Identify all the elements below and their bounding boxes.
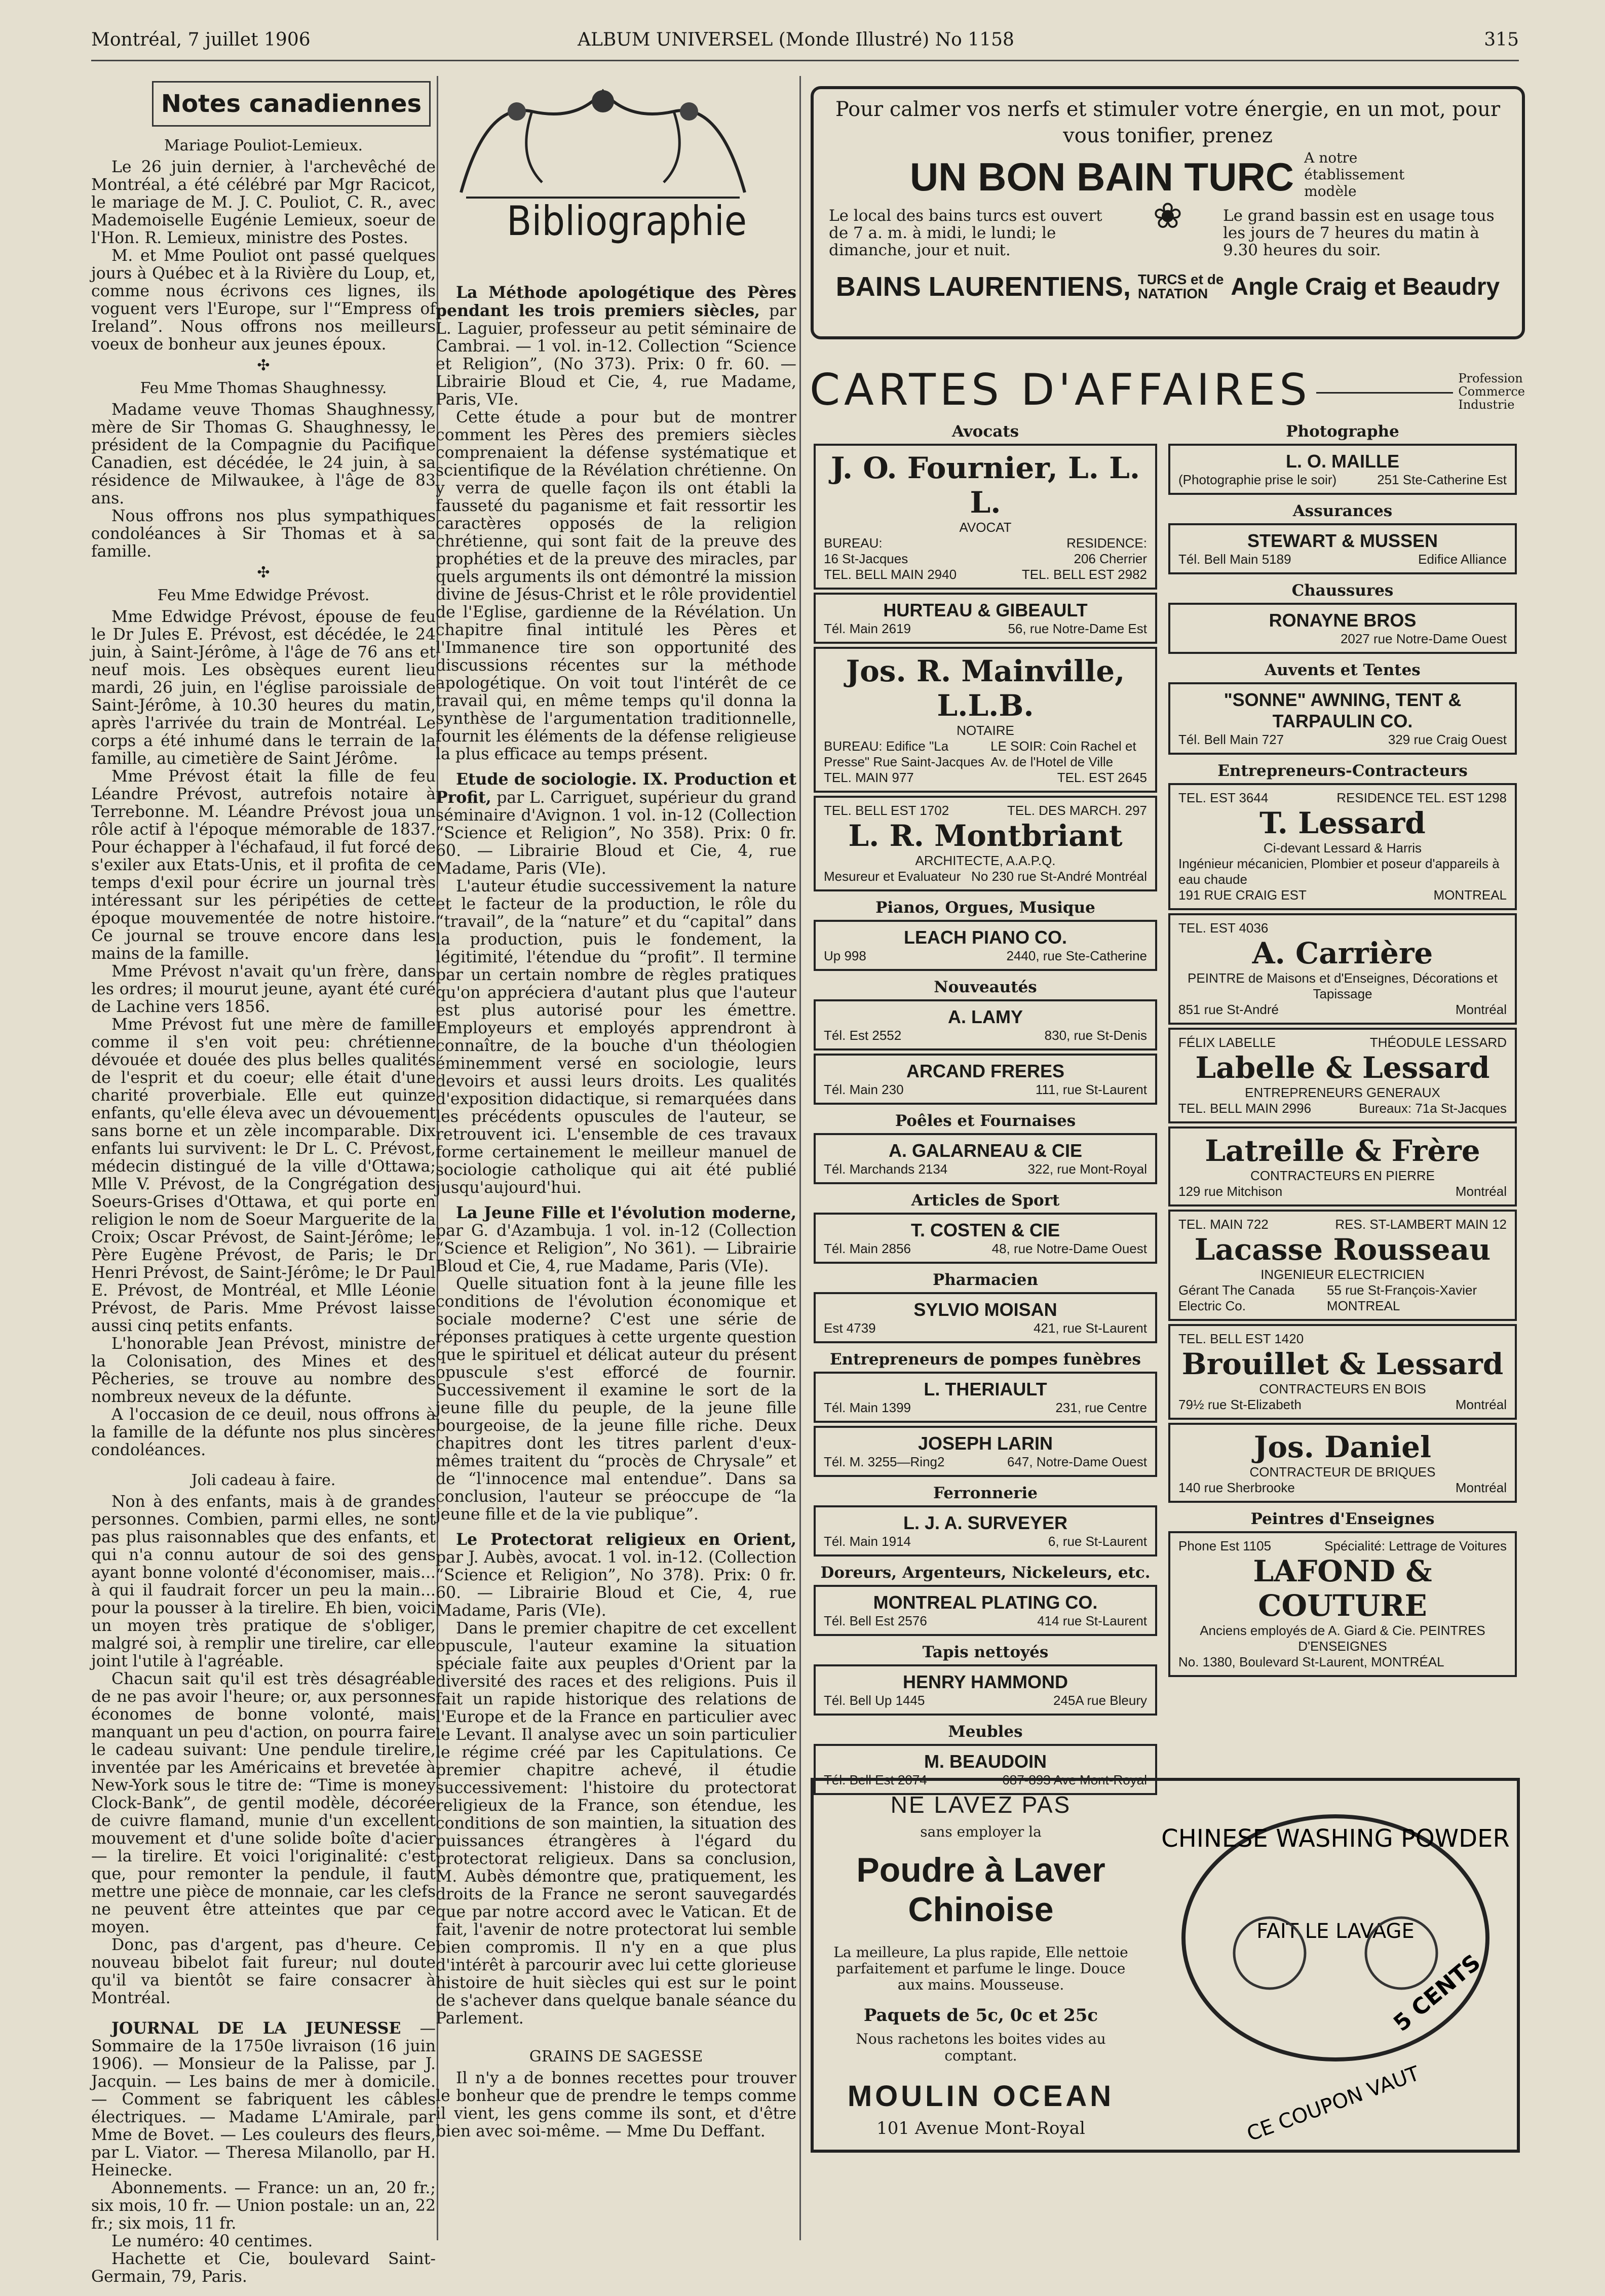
card-name: A. LAMY [948, 1006, 1023, 1027]
card-top-right: TEL. DES MARCH. 297 [1007, 803, 1147, 818]
card-top-left: FÉLIX LABELLE [1178, 1035, 1276, 1050]
business-card [1168, 783, 1517, 910]
business-card [814, 1372, 1157, 1423]
card-line-right: MONTREAL [1433, 887, 1507, 903]
paragraph [436, 1204, 796, 1275]
card-name: T. COSTEN & CIE [910, 1220, 1060, 1240]
card-top-left: TEL. EST 4036 [1178, 920, 1269, 936]
category-heading: Meubles [948, 1723, 1023, 1741]
book-info: par G. d'Azambuja. 1 vol. in-12 (Collection “Science et Religion”, No 361). — Librairie Bloud et Cie, 4, rue Madame, Paris (VIe). [436, 1222, 796, 1275]
card-line [1178, 887, 1507, 903]
card-name: SYLVIO MOISAN [913, 1299, 1057, 1320]
paragraph: L'honorable Jean Prévost, ministre de la Colonisation, des Mines et des Pêcheries, se trouve au nombre des nombreux neveux de la défunte. [91, 1335, 436, 1406]
card-top-line [1178, 1331, 1507, 1347]
card-line-right: RESIDENCE: [1066, 535, 1147, 551]
poudre-ad-wrap [806, 1778, 1525, 2163]
card-line-right: 251 Ste-Catherine Est [1377, 472, 1507, 487]
card-subtitle: CONTRACTEUR DE BRIQUES [1249, 1464, 1436, 1480]
card-name: Labelle & Lessard [1195, 1050, 1490, 1085]
section-title: Feu Mme Thomas Shaughnessy. [140, 379, 387, 397]
card-line-right: LE SOIR: Coin Rachel et Av. de l'Hotel de Ville [990, 738, 1136, 769]
card-line [824, 567, 1147, 582]
business-card [814, 647, 1157, 793]
card-line-right: 231, rue Centre [1055, 1400, 1147, 1415]
business-cards [806, 415, 1525, 1787]
column-rule [799, 76, 801, 2240]
business-cards-right [1165, 415, 1520, 1680]
category-heading: Tapis nettoyés [922, 1643, 1049, 1661]
card-top-line [824, 803, 1147, 819]
bath-ad-name-small [1138, 273, 1224, 301]
card-line-right: 421, rue St-Laurent [1033, 1320, 1147, 1336]
card-line-left: Tél. Bell Main 5189 [1178, 552, 1291, 567]
paragraph: Non à des enfants, mais à de grandes personnes. Combien, parmi elles, ne sont pas plus raisonnables que des enfants, et qui n'a connu autour de soi des gens ayant bonne volonté d'économiser, mais... à qui il faudrait forcer un peu la main... pour la pousser à la tirelire. Eh bien, voici un moyen très pratique de s'obliger, malgré soi, à remplir une tirelire, car elle joint l'utile à l'agréable. [91, 1493, 436, 1670]
card-line [824, 551, 1147, 567]
business-card [1168, 913, 1517, 1025]
card-line-left: TEL. MAIN 977 [824, 770, 914, 785]
card-line-left: BUREAU: Edifice "La Presse" Rue Saint-Jacques [824, 738, 985, 769]
card-line-left: 140 rue Sherbrooke [1178, 1480, 1295, 1495]
card-line [824, 948, 1147, 964]
bath-ad-headline: UN BON BAIN TURC [909, 154, 1294, 199]
card-name: J. O. Fournier, L. L. L. [830, 451, 1140, 520]
paragraph: Nous offrons nos plus sympathiques condoléances à Sir Thomas et à sa famille. [91, 507, 436, 561]
card-top-line [1178, 920, 1507, 936]
flower-icon: ❀ [1153, 195, 1183, 237]
card-name: L. O. MAILLE [1286, 451, 1399, 472]
poudre-ad-text [824, 1791, 1138, 2138]
paragraph: Abonnements. — France: un an, 20 fr.; six mois, 10 fr. — Union postale: un an, 22 fr.; six mois, 11 fr. [91, 2179, 436, 2233]
category-heading: Peintres d'Enseignes [1250, 1510, 1435, 1528]
card-top-right: Spécialité: Lettrage de Voitures [1324, 1538, 1507, 1553]
book-title: Le Protectorat religieux en Orient, [456, 1530, 796, 1549]
header-date: Montréal, 7 juillet 1906 [91, 29, 311, 50]
card-top-line [1178, 790, 1507, 806]
card-line [824, 738, 1147, 770]
card-line [1178, 1282, 1507, 1314]
card-line-left: Mesureur et Evaluateur [824, 869, 961, 884]
category-heading: Entrepreneurs de pompes funèbres [830, 1350, 1141, 1369]
business-cards-left [811, 415, 1160, 1798]
business-card [814, 1292, 1157, 1343]
poudre-line: MOULIN OCEAN [847, 2080, 1115, 2113]
card-line-right: 2027 rue Notre-Dame Ouest [1340, 631, 1507, 646]
poudre-line: 101 Avenue Mont-Royal [876, 2118, 1085, 2138]
card-line [1178, 552, 1507, 567]
business-card [814, 920, 1157, 971]
business-card [1168, 1028, 1517, 1123]
card-line [824, 621, 1147, 637]
paragraph [436, 1531, 796, 1620]
poudre-line: Paquets de 5c, 0c et 25c [863, 2005, 1098, 2026]
header-publication: ALBUM UNIVERSEL (Monde Illustré) No 1158 [578, 29, 1014, 50]
card-subtitle: INGENIEUR ELECTRICIEN [1260, 1267, 1425, 1282]
card-subtitle: CONTRACTEURS EN PIERRE [1250, 1168, 1435, 1183]
paragraph: Mme Prévost était la fille de feu Léandre Prévost, autrefois notaire à Terrebonne. M. Léandre Prévost joua un rôle actif à l'époque mémorable de 1837. Pour échapper à l'échafaud, il fut forcé de s'exiler aux Etats-Unis, et il profita de ce temps d'exil pour écrire un journal très intéressant sur les péripéties de cette époque mouvementée de notre histoire. Ce journal se trouve encore dans les mains de la famille. [91, 767, 436, 963]
business-card [814, 1585, 1157, 1636]
journal-summary: — Sommaire de la 1750e livraison (16 juin 1906). — Monsieur de la Palisse, par J. Jacquin. — Les bains de mer à domicile. — Comment se fabriquent les câbles électriques. — Madame L'Amirale, par Mme de Bovet. — Les couleurs des fleurs, par L. Viator. — Theresa Milanollo, par H. Heinecke. [91, 2019, 436, 2180]
card-line-left: Tél. Main 2619 [824, 621, 911, 636]
card-name: L. J. A. SURVEYER [903, 1512, 1068, 1533]
bath-ad-right: Le grand bassin est en usage tous les jours de 7 heures du matin à 9.30 heures du soir. [1223, 207, 1495, 259]
poudre-line: Nous rachetons les boites vides au comptant. [856, 2031, 1106, 2064]
divider [1316, 392, 1454, 394]
business-card [814, 444, 1157, 590]
card-top-left: TEL. MAIN 722 [1178, 1217, 1269, 1232]
card-line-left: Tél. Bell Main 727 [1178, 732, 1284, 747]
card-line-left: BUREAU: [824, 535, 883, 551]
pkg-coupon-text: 5 CENTS [1389, 1949, 1486, 2037]
cartes-subtitle [1458, 372, 1525, 411]
business-card [1168, 1126, 1517, 1207]
ornament-icon: ✣ [257, 357, 270, 374]
paragraph: Le 26 juin dernier, à l'archevêché de Montréal, a été célébré par Mgr Racicot, le mariage de M. J. C. Pouliot, C. R., avec Mademoiselle Eugénie Lemieux, soeur de l'Hon. R. Lemieux, ministre des Postes. [91, 158, 436, 247]
bath-ad-side: A notre établissement modèle [1304, 149, 1405, 200]
business-card [814, 1133, 1157, 1184]
card-line-left: No. 1380, Boulevard St-Laurent, MONTRÉAL [1178, 1654, 1444, 1669]
card-top-right: RESIDENCE TEL. EST 1298 [1336, 790, 1507, 805]
cartes-title: CARTES D'AFFAIRES [810, 365, 1311, 415]
card-line-right: TEL. BELL EST 2982 [1021, 567, 1147, 582]
category-heading: Poêles et Fournaises [895, 1112, 1076, 1130]
card-top-left: TEL. BELL EST 1702 [824, 803, 949, 818]
card-line-right: 206 Cherrier [1074, 551, 1147, 566]
card-name: LAFOND & COUTURE [1253, 1554, 1432, 1623]
card-line-right: Bureaux: 71a St-Jacques [1359, 1101, 1507, 1116]
section-title: Mariage Pouliot-Lemieux. [164, 137, 363, 154]
business-card [1168, 444, 1517, 495]
business-card [814, 999, 1157, 1050]
poudre-line: Poudre à Laver [856, 1851, 1105, 1889]
card-line [824, 1028, 1147, 1043]
category-heading: Assurances [1292, 502, 1393, 520]
paragraph: Mme Edwidge Prévost, épouse de feu le Dr Jules E. Prévost, est décédée, le 24 juin, à Saint-Jérôme, à l'âge de 76 ans et neuf mois. Les obsèques eurent lieu mardi, 26 juin, en l'église paroissiale de Saint-Jérôme, à 10.30 heures du matin, après l'arrivée du train de Montréal. Le corps a été inhumé dans le terrain de la famille, au cimetière de Saint Jérôme. [91, 608, 436, 768]
card-line-left: Tél. Est 2552 [824, 1028, 902, 1043]
card-name: Jos. Daniel [1253, 1430, 1432, 1464]
paragraph: Donc, pas d'argent, pas d'heure. Ce nouveau bibelot fait fureur; nul doute qu'il va bientôt se faire consacrer à Montréal. [91, 1936, 436, 2007]
business-card [814, 1505, 1157, 1556]
page-header [91, 29, 1519, 61]
card-top-left: TEL. BELL EST 1420 [1178, 1331, 1304, 1346]
card-name: Latreille & Frère [1205, 1134, 1480, 1168]
paragraph: Mme Prévost fut une mère de famille comme il s'en voit peu: chrétienne dévouée et douée des plus belles qualités de l'esprit et du coeur; elle était d'une charité proverbiale. Elle eut quinze enfants, qu'elle éleva avec un dévouement sans borne et un zèle incomparable. Dix enfants lui survivent: le Dr L. C. Prévost, médecin distingué de la ville d'Ottawa; Mlle V. Prévost, de la Congrégation des Soeurs-Grises d'Ottawa, et qui porte en religion le nom de Soeur Marguerite de la Croix; Oscar Prévost, de Saint-Jérôme; le Père Eugène Prévost, de Paris; le Dr Henri Prévost, de Saint-Jérôme; le Dr Paul E. Prévost, de Montréal, et Mlle Léonie Prévost, de Paris. Mme Prévost laisse aussi cinq petits enfants. [91, 1016, 436, 1335]
paragraph: Hachette et Cie, boulevard Saint-Germain, 79, Paris. [91, 2250, 436, 2286]
bibliography-header [436, 71, 796, 284]
business-card [1168, 682, 1517, 755]
card-top-left: TEL. EST 3644 [1178, 790, 1269, 805]
card-line-right: TEL. EST 2645 [1057, 770, 1147, 785]
card-name: "SONNE" AWNING, TENT & TARPAULIN CO. [1224, 689, 1462, 731]
book-title: La Jeune Fille et l'évolution moderne, [456, 1203, 796, 1222]
book-info: par L. Carriguet, supérieur du grand séminaire d'Avignon. 1 vol. in-12 (Collection “Science et Religion”, No 358). Prix: 0 fr. 60. — Librairie Bloud et Cie, 4, rue Madame, Paris (VIe). [436, 789, 797, 878]
card-line-right: Montréal [1455, 1480, 1507, 1495]
paragraph: Il n'y a de bonnes recettes pour trouver le bonheur que de prendre le temps comme il vient, les gens comme ils sont, et d'être bien avec soi-même. — Mme Du Deffant. [436, 2069, 796, 2141]
card-subtitle: CONTRACTEURS EN BOIS [1259, 1381, 1426, 1396]
notes-title-box [152, 81, 431, 127]
section-title: Joli cadeau à faire. [191, 1471, 336, 1489]
business-card [1168, 1324, 1517, 1420]
category-heading: Nouveautés [934, 978, 1037, 996]
category-heading: Entrepreneurs-Contracteurs [1217, 762, 1468, 780]
card-name: Brouillet & Lessard [1181, 1347, 1504, 1381]
business-card [1168, 1423, 1517, 1503]
card-line-left: TEL. BELL MAIN 2996 [1178, 1101, 1312, 1116]
bath-ad-details [829, 195, 1507, 259]
business-card [814, 1213, 1157, 1264]
category-heading: Auvents et Tentes [1265, 661, 1421, 679]
paragraph: Cette étude a pour but de montrer comment les Pères des premiers siècles comprenaient la défense systématique et scientifique de la Révélation chrétienne. On y verra de quelle façon ils ont établi la fausseté du paganisme et fait ressortir les caractères opposés de la religion chrétienne, qui sont fait de la preuve des prophéties et de la preuve des miracles, par quels arguments ils ont démontré la mission divine de Jésus-Christ et le rôle providentiel de l'Eglise, gardienne de la Révélation. Un chapitre final intitulé les Pères et l'Immanence tire son opportunité des discussions récentes sur la méthode apologétique. On voit tout l'intérêt de ce travail qui, en même temps qu'il donna la synthèse de l'argumentation traditionnelle, fournit les éléments de la défense religieuse la plus efficace au temps présent. [436, 408, 796, 763]
card-line-right: 6, rue St-Laurent [1048, 1534, 1147, 1549]
card-name: M. BEAUDOIN [924, 1751, 1047, 1772]
card-line-right: 111, rue St-Laurent [1035, 1082, 1147, 1097]
card-line-left: Up 998 [824, 948, 866, 963]
card-line [1178, 732, 1507, 748]
card-line-right: No 230 rue St-André Montréal [971, 869, 1147, 884]
card-line-left: Est 4739 [824, 1320, 876, 1336]
card-line-left: 191 RUE CRAIG EST [1178, 887, 1307, 903]
card-line [1178, 1184, 1507, 1199]
washing-powder-ad [811, 1778, 1520, 2153]
card-name: T. Lessard [1259, 806, 1426, 840]
paragraph: Madame veuve Thomas Shaughnessy, mère de Sir Thomas G. Shaughnessy, le président de la Compagnie du Pacifique Canadien, est décédée, le 24 juin, à sa résidence de Milwaukee, à l'âge de 83 ans. [91, 401, 436, 508]
turkish-bath-ad [811, 86, 1525, 339]
card-line [1178, 631, 1507, 647]
card-top-left: Phone Est 1105 [1178, 1538, 1272, 1553]
card-line [1178, 856, 1507, 887]
category-heading: Ferronnerie [933, 1484, 1038, 1502]
book-title: La Méthode apologétique des Pères pendant les trois premiers siècles, [436, 283, 796, 320]
card-line-left: 79½ rue St-Elizabeth [1178, 1397, 1302, 1412]
card-line [824, 1320, 1147, 1336]
card-line [824, 1613, 1147, 1629]
business-card [814, 796, 1157, 891]
card-line-right: 414 rue St-Laurent [1037, 1613, 1147, 1628]
poudre-line: sans employer la [920, 1823, 1042, 1840]
notes-column [91, 71, 436, 2286]
paragraph [436, 770, 796, 878]
paragraph: Chacun sait qu'il est très désagréable de ne pas avoir l'heure; or, aux personnes économes de bonne volonté, mais manquant un peu d'action, on pourra faire le cadeau suivant: Une pendule tirelire, inventée par les Américains et brevetée à New-York sous le titre de: “Time is money Clock-Bank”, de gentil modèle, décorée de cuivre flamand, munie d'un excellent mouvement et d'une solide boîte d'acier — la tirelire. Et voici l'originalité: c'est que, pour remonter la pendule, il faut mettre une pièce de monnaie, car les clefs ne peuvent être atteintes que par ce moyen. [91, 1670, 436, 1936]
paragraph: L'auteur étudie successivement la nature et le facteur de la production, le rôle du “travail”, de la “nature” et du “capital” dans la production, puis le fondement, la légitimité, l'étendue du “profit”. Il termine par un certain nombre de règles pratiques qu'on appréciera d'autant plus que l'auteur est plus autorisé pour les émettre. Employeurs et employés apprendront à connaître, de la bouche d'un théologien éminemment versé en sociologie, leurs devoirs et aussi leurs droits. Les qualités d'exposition didactique, si remarquées dans les précédents opuscules de l'auteur, se retrouvent ici. L'ensemble de ces travaux forme certainement le meilleur manuel de sociologie catholique qui ait été publié jusqu'aujourd'hui. [436, 877, 796, 1197]
bibliography-body [436, 284, 796, 2141]
ornament-icon: ✣ [257, 564, 270, 581]
card-line [824, 1400, 1147, 1416]
paragraph: Dans le premier chapitre de cet excellent opuscule, l'auteur examine la situation spéciale faite aux peuples d'Orient par la diversité des races et des religions. Puis il fait un rapide historique des relations de l'Europe et de la France en particulier avec le Levant. Il analyse avec un soin particulier le régime créé par les Capitulations. Ce premier chapitre achevé, il étudie successivement: l'histoire du protectorat religieux de la France, son étendue, les conditions de son maintien, la situation des puissances étrangères à l'égard du protectorat religieux. Dans sa conclusion, M. Aubès démontre que, pratiquement, les droits de la France ne seront sauvegardés que par notre accord avec le Vatican. Et de fait, l'avenir de notre protectorat lui semble bien compromis. Il n'y en a que plus d'intérêt à parcourir avec lui cette glorieuse histoire de huit siècles qui est sur le point de s'achever dans quelque banale séance du Parlement. [436, 1619, 796, 2028]
poudre-line: Chinoise [908, 1890, 1054, 1929]
card-name: A. GALARNEAU & CIE [888, 1140, 1082, 1161]
card-line-left: Ingénieur mécanicien, Plombier et poseur d'appareils à eau chaude [1178, 856, 1500, 887]
card-line-left: Tél. Bell Est 2576 [824, 1613, 927, 1628]
card-name: L. THERIAULT [924, 1379, 1047, 1399]
business-card [1168, 523, 1517, 574]
card-subtitle: ENTREPRENEURS GENERAUX [1245, 1085, 1440, 1100]
card-line [824, 1161, 1147, 1177]
business-card [814, 1054, 1157, 1105]
category-heading: Articles de Sport [911, 1191, 1060, 1210]
card-line-right: Edifice Alliance [1418, 552, 1507, 567]
card-line-left: Tél. Bell Est 2074 [824, 1772, 927, 1787]
card-line-left: Tél. Main 230 [824, 1082, 904, 1097]
card-line-left: Tél. Main 1914 [824, 1534, 911, 1549]
bath-ad-name: BAINS LAURENTIENS, [835, 271, 1131, 302]
card-line-left: Tél. Bell Up 1445 [824, 1693, 925, 1708]
category-heading: Chaussures [1291, 581, 1394, 600]
cartes-subtitle-line: Commerce [1458, 384, 1525, 399]
cartes-subtitle-line: Profession [1458, 371, 1523, 385]
journal-title: JOURNAL DE LA JEUNESSE [111, 2019, 401, 2038]
chinese-washing-powder-package-icon [1158, 1786, 1513, 2151]
notes-body [91, 137, 436, 2286]
notes-title: Notes canadiennes [161, 90, 422, 118]
card-top-line [1178, 1538, 1507, 1554]
card-top-right: THÉODULE LESSARD [1369, 1035, 1507, 1050]
business-card [1168, 603, 1517, 654]
card-subtitle: AVOCAT [959, 520, 1012, 535]
bath-ad-address: Angle Craig et Beaudry [1231, 273, 1500, 300]
card-line-right: 329 rue Craig Ouest [1388, 732, 1507, 747]
card-name: L. R. Montbriant [848, 819, 1123, 853]
card-name: HURTEAU & GIBEAULT [883, 600, 1088, 620]
paragraph: Le numéro: 40 centimes. [111, 2232, 313, 2250]
card-line [824, 1454, 1147, 1470]
card-line-right: 48, rue Notre-Dame Ouest [991, 1241, 1147, 1256]
card-line-left: 16 St-Jacques [824, 551, 908, 566]
card-line [1178, 1002, 1507, 1018]
category-heading: Pharmacien [932, 1271, 1039, 1289]
pkg-top-text: CHINESE WASHING POWDER [1161, 1824, 1510, 1853]
pkg-bottom-text: CE COUPON VAUT [1244, 2061, 1423, 2146]
card-line-right: 245A rue Bleury [1053, 1693, 1147, 1708]
business-card [814, 1664, 1157, 1716]
bath-ad-headline-row [829, 149, 1507, 200]
card-line-left: 129 rue Mitchison [1178, 1184, 1283, 1199]
card-line-right: 647, Notre-Dame Ouest [1007, 1454, 1147, 1469]
section-title: GRAINS DE SAGESSE [529, 2048, 703, 2066]
card-line-left: Tél. M. 3255—Ring2 [824, 1454, 945, 1469]
cartes-header [806, 339, 1525, 415]
card-line-left: (Photographie prise le soir) [1178, 472, 1337, 487]
card-name: Jos. R. Mainville, L.L.B. [846, 654, 1125, 723]
business-card [1168, 1210, 1517, 1321]
card-line [1178, 1397, 1507, 1413]
floral-ornament-icon [456, 81, 750, 208]
card-line-right: Montréal [1455, 1184, 1507, 1199]
category-heading: Photographe [1286, 422, 1399, 441]
bath-ad-name-small-top: TURCS et de [1137, 271, 1224, 287]
book-info: par L. Laguier, professeur au petit séminaire de Cambrai. — 1 vol. in-12. Collection “Science et Religion”, (No 373). Prix: 0 fr. 60. — Librairie Bloud et Cie, 4, rue Madame, Paris, VIe. [436, 302, 796, 409]
card-line-left: Gérant The Canada Electric Co. [1178, 1282, 1295, 1313]
card-line-right: 56, rue Notre-Dame Est [1008, 621, 1147, 636]
business-card [814, 1426, 1157, 1477]
poudre-line: NE LAVEZ PAS [890, 1792, 1072, 1818]
card-line-left: TEL. BELL MAIN 2940 [824, 567, 957, 582]
card-name: MONTREAL PLATING CO. [873, 1592, 1098, 1613]
card-subtitle: ARCHITECTE, A.A.P.Q. [915, 853, 1056, 868]
card-line-left: Tél. Main 1399 [824, 1400, 911, 1415]
card-name: ARCAND FRERES [906, 1061, 1064, 1081]
card-line [824, 1082, 1147, 1098]
card-line [824, 1241, 1147, 1257]
card-top-right: RES. ST-LAMBERT MAIN 12 [1335, 1217, 1507, 1232]
book-title: Etude de sociologie. IX. Production et Profit, [436, 770, 796, 807]
bibliography-column [436, 71, 796, 2141]
card-line-left: Tél. Main 2856 [824, 1241, 911, 1256]
section-title: Feu Mme Edwidge Prévost. [157, 587, 370, 604]
cartes-subtitle-line: Industrie [1458, 398, 1515, 412]
category-heading: Pianos, Orgues, Musique [875, 899, 1095, 917]
card-line [1178, 1480, 1507, 1496]
bibliography-title: Bibliographie [507, 198, 747, 245]
paragraph: M. et Mme Pouliot ont passé quelques jours à Québec et à la Rivière du Loup, et, comme nous écrivons ces lignes, ils voguent vers l'Europe, sur l'“Empress of Ireland”. Nous offrons nos meilleurs voeux de bonheur aux jeunes époux. [91, 247, 436, 354]
card-name: LEACH PIANO CO. [903, 927, 1067, 948]
card-subtitle: PEINTRE de Maisons et d'Enseignes, Décorations et Tapissage [1188, 970, 1498, 1001]
paragraph: Quelle situation font à la jeune fille les conditions de l'évolution économique et sociale moderne? C'est une série de réponses pratiques à cette urgente question que le spirituel et délicat auteur du présent opuscule s'est efforcé de fournir. Successivement il examine le sort de la jeune fille du peuple, de la jeune fille bourgeoise, de la jeune fille riche. Deux chapitres dont les titres parlent d'eux-mêmes traitent du “procès de Chrysale” et de “l'innocence mal entendue”. Dans sa conclusion, l'auteur se préoccupe de “la jeune fille et de la vie publique”. [436, 1275, 796, 1524]
card-line [1178, 1101, 1507, 1116]
bath-ad-name-row [829, 271, 1507, 302]
card-line [824, 1534, 1147, 1549]
card-line-right: 830, rue St-Denis [1044, 1028, 1147, 1043]
category-heading: Avocats [951, 422, 1019, 441]
card-name: A. Carrière [1252, 936, 1433, 970]
bath-ad-name-small-bottom: NATATION [1137, 286, 1208, 301]
poudre-line: La meilleure, La plus rapide, Elle nettoie parfaitement et parfume le linge. Douce aux mains. Mousseuse. [833, 1944, 1128, 1993]
card-line [824, 869, 1147, 884]
card-line-right: Montréal [1455, 1397, 1507, 1412]
business-card [1168, 1531, 1517, 1677]
card-name: JOSEPH LARIN [918, 1433, 1053, 1454]
category-heading: Doreurs, Argenteurs, Nickeleurs, etc. [820, 1564, 1151, 1582]
paragraph: A l'occasion de ce deuil, nous offrons à la famille de la défunte nos plus sincères condoléances. [91, 1406, 436, 1459]
card-line [824, 1693, 1147, 1708]
book-info: par J. Aubès, avocat. 1 vol. in-12. (Collection “Science et Religion”, No 378). Prix: 0 fr. 60. — Librairie Bloud et Cie, 4, rue Madame, Paris (VIe). [436, 1548, 796, 1620]
pkg-mid-text: FAIT LE LAVAGE [1256, 1920, 1415, 1943]
card-subtitle: Ci-devant Lessard & Harris [1263, 840, 1422, 855]
paragraph: Mme Prévost n'avait qu'un frère, dans les ordres; il mourut jeune, ayant été curé de Lachine vers 1856. [91, 962, 436, 1016]
card-name: RONAYNE BROS [1269, 610, 1417, 631]
card-line-left: Tél. Marchands 2134 [824, 1161, 948, 1177]
card-top-line [1178, 1217, 1507, 1232]
card-line [824, 535, 1147, 551]
card-line [1178, 1654, 1507, 1670]
card-line-right: 55 rue St-François-Xavier MONTREAL [1326, 1282, 1477, 1313]
card-top-line [1178, 1035, 1507, 1050]
paragraph [436, 284, 796, 409]
card-subtitle: NOTAIRE [957, 723, 1014, 738]
card-line-right: 322, rue Mont-Royal [1027, 1161, 1147, 1177]
bath-ad-intro: Pour calmer vos nerfs et stimuler votre énergie, en un mot, pour vous tonifier, prenez [835, 98, 1501, 147]
paragraph [91, 2019, 436, 2180]
card-subtitle: Anciens employés de A. Giard & Cie. PEINTRES D'ENSEIGNES [1200, 1623, 1485, 1654]
card-name: Lacasse Rousseau [1194, 1232, 1491, 1267]
header-page-number: 315 [1484, 29, 1519, 50]
card-name: HENRY HAMMOND [902, 1671, 1068, 1692]
card-line-right: 687-893 Ave Mont-Royal [1002, 1772, 1147, 1787]
card-line [1178, 472, 1507, 488]
card-line-right: Montréal [1455, 1002, 1507, 1017]
business-card [814, 593, 1157, 644]
card-name: STEWART & MUSSEN [1247, 530, 1438, 551]
card-line-left: 851 rue St-André [1178, 1002, 1279, 1017]
card-line [824, 770, 1147, 786]
advertising-column [806, 71, 1525, 2163]
card-line-right: 2440, rue Ste-Catherine [1006, 948, 1147, 963]
bath-ad-left: Le local des bains turcs est ouvert de 7 a. m. à midi, le lundi; le dimanche, jour et nuit. [829, 207, 1102, 259]
